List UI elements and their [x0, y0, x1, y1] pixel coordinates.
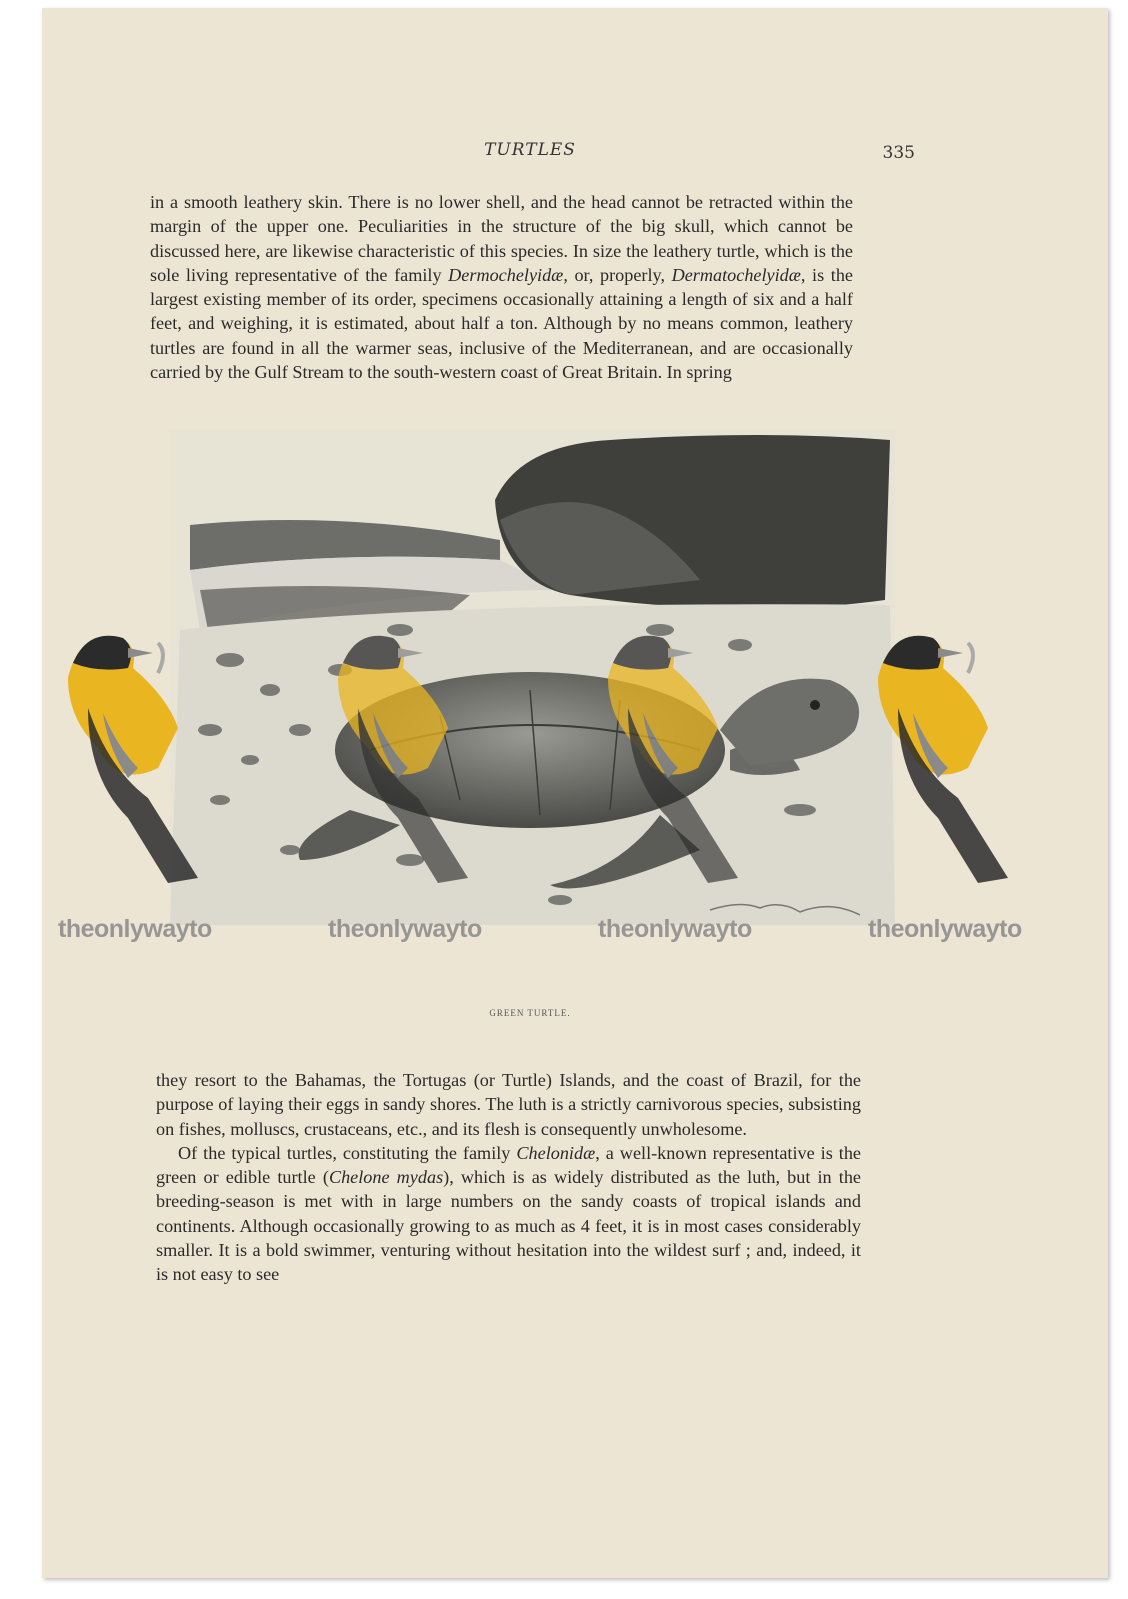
bird-watermark: [328, 628, 478, 898]
paragraph-bottom: [156, 1068, 861, 1287]
family-name: Dermochelyidæ: [448, 264, 564, 285]
family-name: Chelonidæ: [516, 1142, 596, 1163]
bird-watermark: [868, 628, 1018, 898]
family-name: Dermatochelyidæ: [671, 264, 801, 285]
green-turtle-illustration: [140, 430, 900, 940]
paragraph-top: [150, 190, 853, 384]
text-run: Of the typical turtles, constituting the family: [178, 1142, 517, 1163]
paragraph-luth: they resort to the Bahamas, the Tortugas (or Turtle) Islands, and the coast of Brazil, for the purpose of laying their eggs in sandy shores. The luth is a strictly carnivorous species, subsisting on fishes, molluscs, crustaceans, etc., and its flesh is consequently unwholesome.: [156, 1070, 861, 1139]
figure-caption: GREEN TURTLE.: [489, 1008, 571, 1018]
page-number: 335: [882, 143, 915, 163]
text-run: ), which is as widely distributed as the luth, but in the breeding-season is met with in large numbers on the sandy coasts of tropical islands and continents. Although occasionally growing to as much as 4 feet, it is in most cases considerably smaller. It is a bold swimmer, venturing without hesitation into the wildest surf ; and, indeed, it is not easy to see: [156, 1167, 861, 1285]
watermark-text: theonlywayto: [868, 915, 1022, 943]
text-run: , is the largest existing member of its order, specimens occasionally attaining a length of six and a half feet, and weighing, it is estimated, about half a ton. Although by no means common, leathery turtles are found in all the warmer seas, inclusive of the Mediterranean, and are occasionally carried by the Gulf Stream to the south-western coast of Great Britain. In spring: [150, 264, 853, 383]
paragraph-chelonidae: [156, 1141, 861, 1287]
bird-watermark: [58, 628, 208, 898]
running-head: [150, 140, 915, 170]
watermark-text: theonlywayto: [328, 915, 482, 943]
bird-watermark: [598, 628, 748, 898]
running-head-title: TURTLES: [484, 140, 576, 160]
watermark-text: theonlywayto: [58, 915, 212, 943]
watermark-text: theonlywayto: [598, 915, 752, 943]
text-run: , a well-known representative is the green or edible turtle (: [156, 1142, 861, 1188]
text-run: , or, properly,: [563, 264, 672, 285]
text-run: in a smooth leathery skin. There is no lower shell, and the head cannot be retracted within the margin of the upper one. Peculiarities in the structure of the big skull, which cannot be discussed here, are likewise characteristic of this species. In size the leathery turtle, which is the sole living representative of the family: [150, 192, 853, 285]
species-name: Chelone mydas: [328, 1167, 444, 1188]
